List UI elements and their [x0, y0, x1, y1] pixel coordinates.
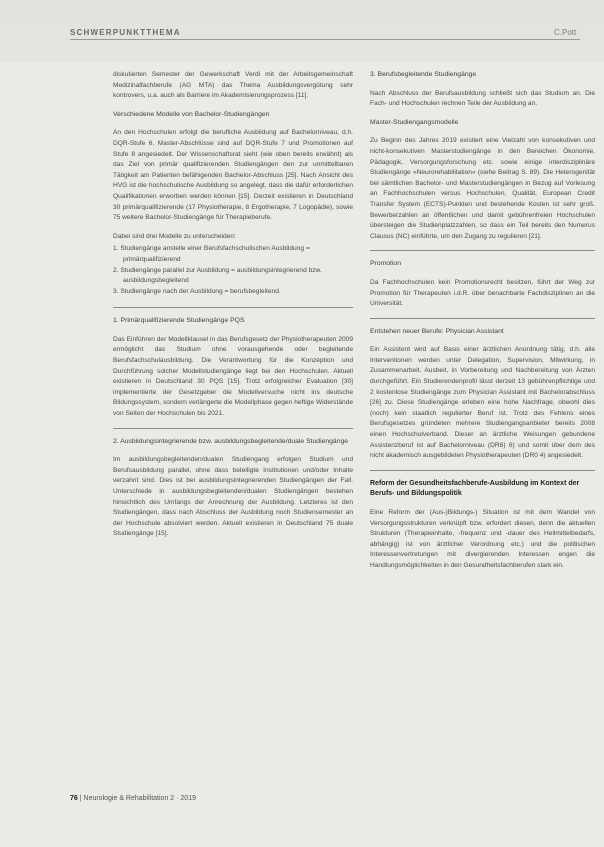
- left-column: [113, 70, 353, 548]
- section-rule: [370, 318, 595, 319]
- paragraph: Eine Reform der (Aus-)Bildungs-) Situation ist mit dem Wandel von Versorgungsstrukturen verknüpft bzw. erfordert diesen, denn die aktuellen Strukturen (Therapieinhalte, -frequenz und -dauer des Heilmittelbedarfs, abhängig) ist von ärztlicher Verordnung etc.) und die politischen Interessenvertretungen mit divergierenden Interessen engen die Handlungsmöglichkeiten in den Gesundheitsfachberufen stark ein.: [370, 509, 595, 569]
- subheading: Promotion: [370, 260, 401, 268]
- list-item: 2. Studiengänge parallel zur Ausbildung = ausbildungsintegrierend bzw. ausbildungsbegleitend: [113, 266, 322, 285]
- subheading: Verschiedene Modelle von Bachelor-Studiengängen: [113, 110, 270, 118]
- section-rule: [370, 470, 595, 471]
- subheading: 2. Ausbildungsintegrierende bzw. ausbildungsbegleitende/duale Studiengänge: [113, 437, 349, 445]
- paragraph: Zu Beginn des Jahres 2019 existiert eine Vielzahl von konsekutiven und nicht-konsekutiven Masterstudiengänge in den Bereichen Ökonomie, Pädagogik, Versorgungsforschung etc. sowie einige interdisziplinäre Studiengänge »Neurorehabilitation« (siehe Beitrag S. 89). Die Heterogenität bei sämtlichen Bachelor- und Masterstudiengängen in Bezug auf Vorlesung an Fachhochschulen versus Hochschulen, Qualität, European Credit Transfer System (ECTS)-Punkten und bestehende Kosten ist sehr groß. Bewerberzahlen an öffentlichen und damit gebührenfreien Hochschulen übersteigen die Studienplatzzahlen, so dass ein Teil bereits den Numerus Clausus (NC) einführte, um den Zugang zu regulieren [21].: [370, 137, 595, 240]
- footer-separator: |: [79, 795, 84, 802]
- subheading: Master-Studiengangsmodelle: [370, 118, 459, 126]
- subheading: 3. Berufsbegleitende Studiengänge: [370, 71, 477, 78]
- paragraph: Das Einführen der Modellklausel in das Berufsgesetz der Physiotherapeuten 2009 ermöglicht das Studium ohne vorausgehende oder begleitende Berufsfachschulausbildung. Die Verantwortung für die Konzeption und Durchführung solcher Modellstudiengänge liegt bei den Hochschulen. Aktuell existieren in Deutschland 30 PQS [15]. Trotz erfolgreicher Evaluation [30] implementierte der Gesetzgeber die Modellversuche nicht ins deutsche Bildungssystem, sondern verlängerte die Modellphase gegen heftige Widerstände von Seiten der Hochschulen bis 2021.: [113, 335, 353, 418]
- header-rule: [70, 39, 580, 40]
- paragraph: Im ausbildungsbegleitenden/dualen Studiengang erfolgen Studium und Berufsausbildung parallel, ohne dass beteiligte Institutionen und/oder Inhalte verzahnt sind. Dies ist bei ausbildungsintegrierenden Studiengängen der Fall. Unterschiede in ausbildungsbegleitenden/dualen Studiengängen bestehen hinsichtlich des Umfangs der Anrechnung der Ausbildung. Letzteres ist den Studiengängen, dass nach Abschluss der Ausbildung noch Studiensemester an der Hochschule absolviert werden. Aktuell existieren in Deutschland 75 duale Studiengänge [15].: [113, 456, 353, 538]
- section-rule: [113, 428, 353, 429]
- section-rule: [113, 307, 353, 308]
- paragraph: diskutierten Semester der Gewerkschaft Verdi mit der Arbeitsgemeinschaft Medizinalfachberufe (AG MTA) das Thema Ausbildungsvergütung sehr kontrovers, u.a. auch als Barriere im Akademisierungsprozess [11].: [113, 71, 353, 100]
- page-number: 76: [70, 795, 78, 802]
- list-item: 3. Studiengänge nach der Ausbildung = berufsbegleitend.: [113, 287, 281, 295]
- list-item: 1. Studiengänge anstelle einer Berufsfachschulischen Ausbildung = primärqualifizierend: [113, 245, 310, 263]
- paragraph: An den Hochschulen erfolgt die berufliche Ausbildung auf Bachelorniveau, d.h. DQR-Stufe 6. Master-Abschlüsse sind auf DQR-Stufe 7 und Promotionen auf Stufe 8 angesiedelt. Der Wissenschaftsrat sieht (wie oben bereits erwähnt) als das Ziel von primär qualifizierenden Studiengängen den zur unmittelbaren Tätigkeit am Patienten befähigenden Bachelor-Abschluss [25]. Nach Ansicht des HVG ist die hochschulische Ausbildung so angelegt, dass die dafür erforderlichen Qualifikationen erworben werden können [15]. Derzeit existieren in Deutschland 30 primärqualifizierende (17 Physiotherapie, 8 Ergotherapie, 7 Logopädie), sowie 75 weitere Bachelor-Studiengänge für Therapieberufe.: [113, 129, 353, 222]
- paragraph: Da Fachhochschulen kein Promotionsrecht besitzen, führt der Weg zur Promotion für Therapeuten i.d.R. über benachbarte Fachdisziplinen an die Universität.: [370, 278, 595, 308]
- paragraph: Nach Abschluss der Berufsausbildung schließt sich das Studium an. Die Fach- und Hochschulen rechnen Teile der Ausbildung an.: [370, 89, 595, 108]
- section-title: SCHWERPUNKTTHEMA: [70, 28, 181, 37]
- paragraph: Ein Assistent wird auf Basis einer ärztlichen Anordnung tätig, d.h. alle Interventionen werden unter Delegation, Supervision, Mitwirkung, in Zusammenarbeit. Ausbeit, in Vorbereitung und Nachbereitung von Ärzten durchgeführt. Ein Studierendenprofil lässt derzeit 13 gebührenpflichtige und 2 kostenlose Studiengänge zum Physician Assistant mit Bachelorabschluss [26] zu. Diese Studiengänge erleben eine hohe Nachfrage, obwohl dies (noch) kein staatlich regulierter Beruf ist. Trotz des Fehlens eines Berufsgesetzes gründeten mehrere Studiengangsanbieter bereits 2008 einen Hochschulverband. Dieser an ärztliche Weisungen gebundene Assistenzberuf ist auf Bachelorniveau (DR6) 6) und somit über dem des nicht akademisch ausgebildeten Physiotherapeuten (DR0 4) angesiedelt.: [370, 346, 595, 460]
- right-column: [370, 70, 595, 580]
- subheading: Entstehen neuer Berufe: Physician Assistant: [370, 327, 504, 335]
- journal-name: Neurologie & Rehabilitation 2 · 2019: [83, 795, 196, 802]
- bold-subheading: Reform der Gesundheitsfachberufe-Ausbildung im Kontext der Berufs- und Bildungspolitik: [370, 479, 580, 498]
- subheading: 1. Primärqualifizierende Studiengänge PQS: [113, 317, 245, 325]
- section-rule: [370, 250, 595, 251]
- page-footer: [70, 795, 196, 802]
- paragraph: Dabei sind drei Modelle zu unterscheiden:: [113, 232, 236, 240]
- author-name: C.Pott: [554, 28, 577, 37]
